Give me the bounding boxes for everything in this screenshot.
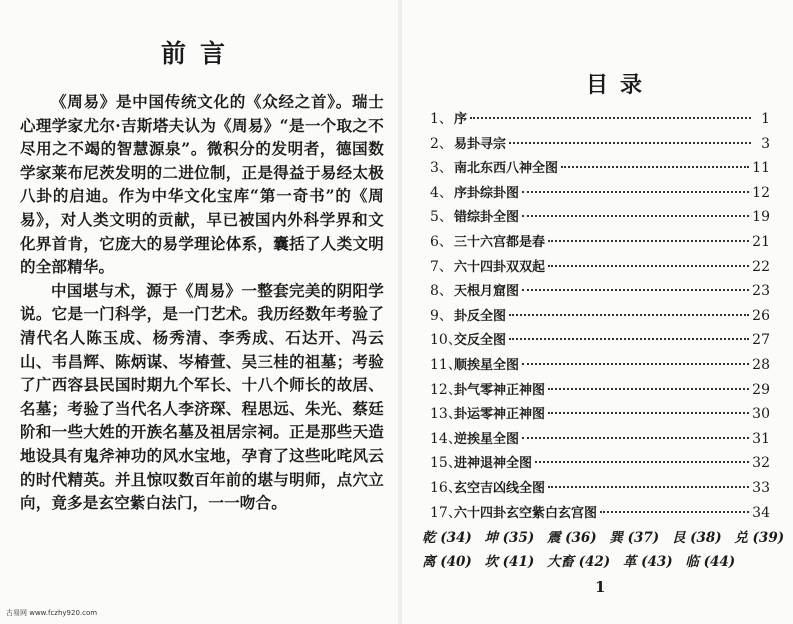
- toc-leader-dots: [548, 388, 749, 390]
- toc-leader-dots: [561, 166, 749, 168]
- toc-item: [430, 329, 770, 354]
- toc-item-page: 32: [752, 455, 770, 472]
- toc-item: [430, 157, 770, 182]
- toc-item: [430, 428, 770, 453]
- toc-leader-dots: [548, 412, 749, 414]
- toc-item-label: 逆挨星全图: [454, 431, 520, 447]
- toc-item-page: 27: [752, 332, 770, 349]
- trigram-entry: 大畜 (42): [546, 554, 611, 570]
- toc-item-page: 28: [752, 356, 770, 373]
- toc-item-page: 22: [752, 258, 770, 275]
- toc-item: [430, 477, 770, 502]
- toc-item-number: 2、: [430, 135, 453, 152]
- toc-item-label: 卦运零神正神图: [454, 407, 546, 423]
- toc-item-page: 19: [752, 209, 770, 226]
- toc-item-label: 顺挨星全图: [454, 357, 520, 373]
- toc-leader-dots: [522, 191, 749, 193]
- toc-leader-dots: [509, 314, 749, 316]
- trigram-line: [422, 550, 762, 574]
- toc-item: [430, 256, 770, 281]
- contents-page: [400, 0, 793, 624]
- trigram-entry: 坤 (35): [484, 530, 535, 546]
- toc-item-number: 13、: [430, 406, 462, 423]
- toc-item: [430, 502, 770, 527]
- toc-item-number: 5、: [430, 209, 453, 226]
- site-watermark: 古易网 www.fczhy920.com: [6, 609, 98, 617]
- toc-item-page: 23: [752, 283, 770, 300]
- toc-item-label: 交反全图: [454, 333, 507, 349]
- toc-item-label: 六十四卦玄空紫白玄宫图: [454, 505, 598, 521]
- toc-item: [430, 280, 770, 305]
- toc-list: [430, 108, 770, 526]
- toc-item-label: 序卦综卦图: [454, 185, 520, 201]
- toc-item: [430, 452, 770, 477]
- toc-item-page: 11: [752, 160, 770, 177]
- toc-leader-dots: [548, 486, 749, 488]
- toc-leader-dots: [522, 363, 749, 365]
- preface-paragraph-1: 《周易》是中国传统文化的《众经之首》。瑞士心理学家尤尔·吉斯塔夫认为《周易》“是一个取之不尽用之不竭的智慧源泉”。微积分的发明者，德国数学家莱布尼茨发明的二进位制，正是得益于易经太极八卦的启迪。作为中华文化宝库“第一奇书”的《周易》，对人类文明的贡献，早已被国内外科学界和文化界首肯，它庞大的易学理论体系，囊括了人类文明的全部精华。: [20, 92, 384, 277]
- toc-item-number: 14、: [430, 430, 462, 447]
- trigram-entry: 临 (44): [685, 554, 736, 570]
- toc-item-label: 玄空吉凶线全图: [454, 480, 546, 496]
- toc-item-label: 六十四卦双双起: [454, 259, 546, 275]
- toc-item-number: 15、: [430, 455, 462, 472]
- trigram-entry: 艮 (38): [671, 530, 722, 546]
- toc-item-label: 卦气零神正神图: [454, 382, 546, 398]
- toc-item-number: 17、: [430, 504, 462, 521]
- toc-item-page: 33: [752, 479, 770, 496]
- toc-leader-dots: [548, 265, 749, 267]
- toc-item: [430, 182, 770, 207]
- toc-item: [430, 305, 770, 330]
- toc-item: [430, 133, 770, 158]
- toc-leader-dots: [522, 437, 749, 439]
- trigram-entry: 离 (40): [422, 554, 472, 570]
- trigram-entry: 乾 (34): [422, 530, 472, 546]
- toc-item-number: 12、: [430, 381, 462, 398]
- toc-item-number: 4、: [430, 184, 453, 201]
- trigram-line: [422, 526, 785, 550]
- toc-leader-dots: [548, 240, 749, 242]
- trigram-entry: 巽 (37): [609, 530, 660, 546]
- toc-item-label: 进神退神全图: [454, 456, 533, 472]
- preface-paragraph-2: 中国堪与术，源于《周易》一整套完美的阴阳学说。它是一门科学，是一门艺术。我历经数年考验了清代名人陈玉成、杨秀清、李秀成、石达开、冯云山、韦昌辉、陈炳谋、岑椿萱、吴三桂的祖墓；考验了广西容县民国时期九个军长、十八个师长的故居、名墓；考验了当代名人李济琛、程思远、朱光、蔡廷阶和一些大姓的开族名墓及祖居宗祠。正是那些天造地设具有鬼斧神功的风水宝地，孕育了这些叱咤风云的时代精英。并且惊叹数百年前的堪与明师，点穴立向，竟多是玄空紫白法门，一一吻合。: [20, 280, 384, 513]
- page-number: 1: [595, 578, 606, 596]
- toc-item: [430, 206, 770, 231]
- toc-item-number: 7、: [430, 258, 453, 275]
- toc-item-number: 16、: [430, 479, 462, 496]
- toc-leader-dots: [509, 338, 749, 340]
- toc-item-page: 3: [761, 135, 770, 152]
- toc-item-number: 6、: [430, 233, 453, 250]
- preface-body: [20, 90, 384, 515]
- toc-item-page: 31: [752, 430, 770, 447]
- toc-item-label: 三十六宫都是春: [454, 234, 546, 250]
- toc-item-number: 3、: [430, 160, 453, 177]
- toc-item-page: 12: [752, 184, 770, 201]
- toc-leader-dots: [470, 117, 751, 119]
- toc-item: [430, 403, 770, 428]
- trigram-entry: 震 (36): [546, 530, 597, 546]
- toc-item-label: 错综卦全图: [454, 210, 520, 226]
- toc-item-number: 9、: [430, 307, 453, 324]
- toc-item-label: 序: [454, 112, 468, 127]
- toc-item: [430, 231, 770, 256]
- toc-item-number: 11、: [430, 356, 462, 373]
- toc-item-label: 卦反全图: [454, 308, 507, 324]
- toc-title: 目录: [585, 72, 654, 98]
- toc-leader-dots: [522, 289, 749, 291]
- toc-leader-dots: [600, 511, 749, 513]
- toc-item-page: 29: [752, 381, 770, 398]
- toc-leader-dots: [522, 215, 749, 217]
- toc-item: [430, 379, 770, 404]
- trigram-entry: 坎 (41): [484, 554, 535, 570]
- toc-item: [430, 354, 770, 379]
- preface-title: 前言: [160, 39, 239, 68]
- trigram-entry: 革 (43): [622, 554, 673, 570]
- trigram-entry: 兑 (39): [734, 530, 785, 546]
- toc-item-page: 26: [752, 307, 770, 324]
- toc-item-label: 南北东西八神全图: [454, 161, 559, 177]
- toc-item-page: 30: [752, 406, 770, 423]
- toc-item-page: 1: [761, 111, 770, 127]
- toc-item-page: 21: [752, 233, 770, 250]
- toc-item-number: 10、: [430, 332, 462, 349]
- toc-item-label: 天根月窟图: [454, 284, 520, 300]
- toc-item-number: 8、: [430, 283, 453, 300]
- toc-item-page: 34: [752, 504, 770, 521]
- toc-item: [430, 108, 770, 133]
- toc-item-label: 易卦寻宗: [454, 136, 507, 152]
- trigram-index: [422, 526, 785, 574]
- toc-leader-dots: [535, 461, 749, 463]
- toc-leader-dots: [509, 142, 751, 144]
- toc-item-number: 1、: [430, 111, 453, 127]
